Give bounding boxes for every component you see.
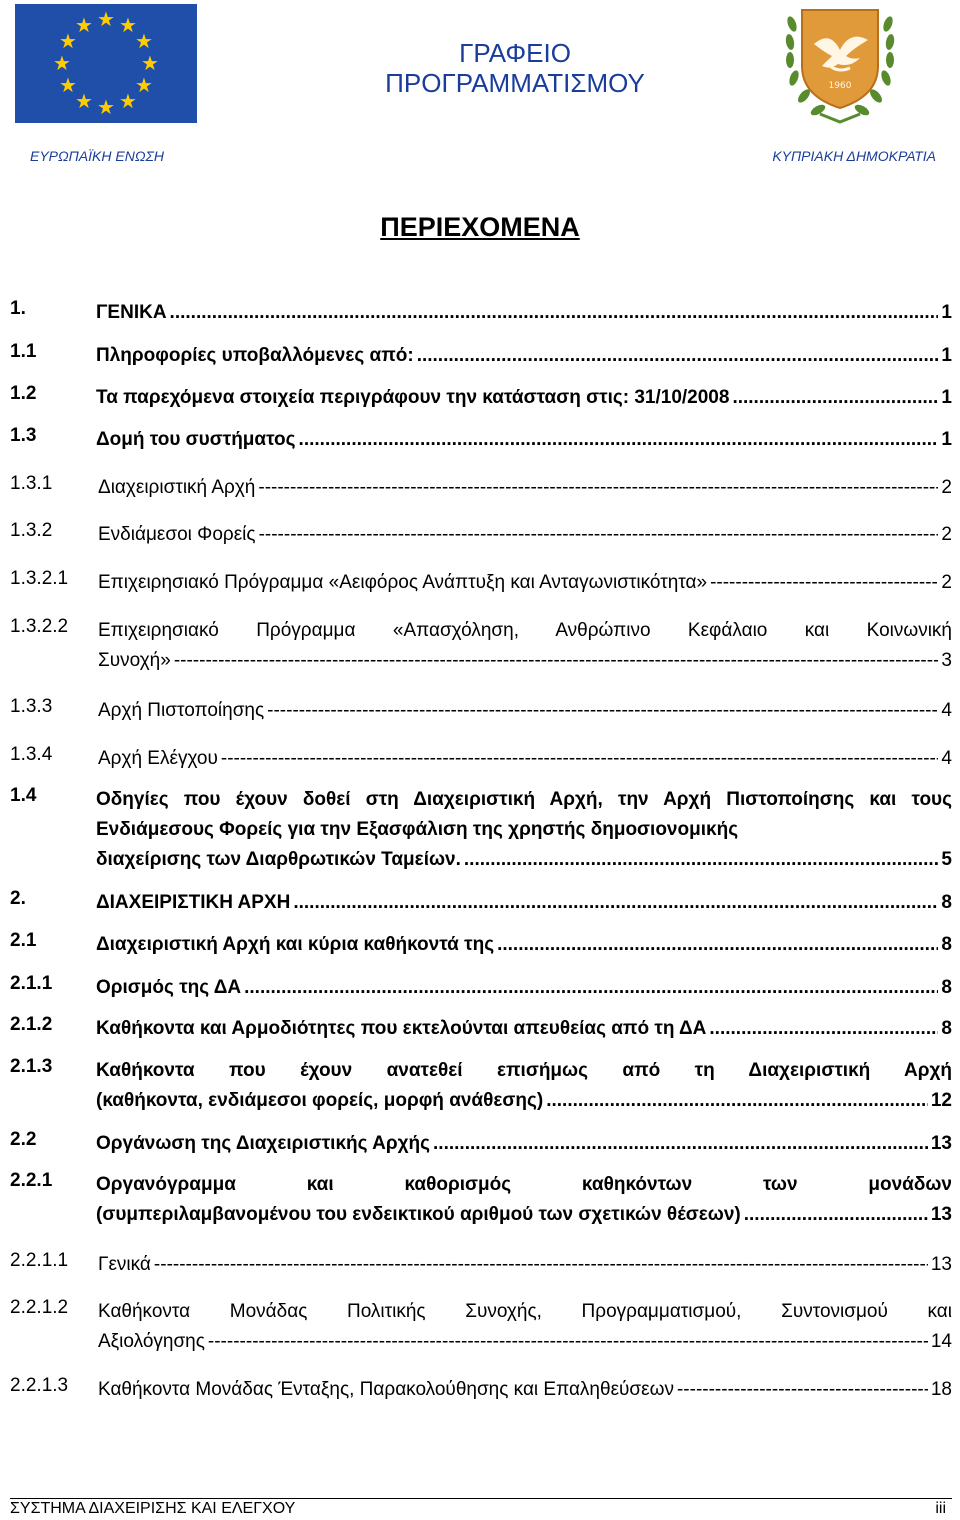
- toc-entry-2-1-3[interactable]: [10, 1056, 952, 1116]
- dove-olive-branch-icon: [780, 4, 900, 125]
- toc-number: 2.1.3: [10, 1056, 53, 1077]
- toc-title: Οδηγίες που έχουν δοθεί στη Διαχειριστική Αρχή, την Αρχή Πιστοποίησης και τους Ενδιάμεσους Φορείς για την Εξασφάλιση της χρηστής δημοσιονομικής: [96, 789, 952, 840]
- dot-leader: [744, 1200, 928, 1230]
- toc-entry-1-3-2[interactable]: [10, 520, 952, 550]
- dot-leader: [293, 888, 938, 918]
- dash-leader: [208, 1327, 928, 1357]
- toc-entry-2-1-2[interactable]: [10, 1014, 952, 1044]
- dot-leader: [433, 1129, 928, 1159]
- eu-flag-logo: [15, 4, 197, 123]
- toc-page: 3: [941, 650, 952, 671]
- toc-entry-2-2[interactable]: [10, 1129, 952, 1159]
- toc-page: 12: [930, 1090, 952, 1111]
- footer-page-number: iii: [935, 1500, 946, 1517]
- toc-number: 1.3.2: [10, 520, 53, 541]
- toc-number: 2.2: [10, 1129, 37, 1150]
- toc-title: Γενικά: [98, 1254, 151, 1275]
- toc-page: 2: [941, 572, 952, 593]
- dot-leader: [170, 298, 939, 328]
- footer-title: ΣΥΣΤΗΜΑ ΔΙΑΧΕΙΡΙΣΗΣ ΚΑΙ ΕΛΕΓΧΟΥ: [10, 1500, 296, 1517]
- toc-entry-1-3[interactable]: [10, 425, 952, 455]
- toc-title: Δομή του συστήματος: [96, 429, 296, 450]
- toc-page: 5: [941, 849, 952, 870]
- toc-number: 2.2.1.2: [10, 1297, 69, 1318]
- toc-title: Καθήκοντα Μονάδας Πολιτικής Συνοχής, Προγραμματισμού, Συντονισμού και: [98, 1301, 952, 1322]
- toc-page: 4: [941, 700, 952, 721]
- toc-heading: ΠΕΡΙΕΧΟΜΕΝΑ: [380, 212, 580, 242]
- svg-text:★: ★: [119, 89, 137, 113]
- office-title-line2: ΠΡΟΓΡΑΜΜΑΤΙΣΜΟΥ: [385, 68, 645, 98]
- dot-leader: [417, 341, 939, 371]
- toc-number: 1.3.2.1: [10, 568, 69, 589]
- toc-title: Επιχειρησιακό Πρόγραμμα «Απασχόληση, Ανθρώπινο Κεφάλαιο και Κοινωνική: [98, 620, 952, 641]
- toc-entry-1-1[interactable]: [10, 341, 952, 371]
- toc-entry-1[interactable]: [10, 298, 952, 328]
- svg-text:★: ★: [59, 73, 77, 97]
- cyprus-emblem-logo: [780, 4, 900, 125]
- dash-leader: [267, 696, 938, 726]
- dash-leader: [677, 1375, 928, 1405]
- svg-text:★: ★: [75, 13, 93, 37]
- toc-title: ΓΕΝΙΚΑ: [96, 302, 167, 323]
- toc-number: 2.1.1: [10, 973, 53, 994]
- toc-title: Καθήκοντα που έχουν ανατεθεί επισήμως από τη Διαχειριστική Αρχή: [96, 1060, 952, 1081]
- toc-entry-2-2-1-2[interactable]: [10, 1297, 952, 1357]
- office-title-line1: ΓΡΑΦΕΙΟ: [459, 38, 571, 68]
- toc-number: 1.3.2.2: [10, 616, 69, 637]
- dot-leader: [732, 383, 938, 413]
- toc-number: 2.1: [10, 930, 37, 951]
- dot-leader: [709, 1014, 938, 1044]
- toc-number: 2.2.1.3: [10, 1375, 69, 1396]
- toc-number: 2.: [10, 888, 26, 909]
- dot-leader: [546, 1086, 928, 1116]
- toc-title: Αρχή Ελέγχου: [98, 748, 218, 769]
- toc-title: Οργανόγραμμα και καθορισμός καθηκόντων των μονάδων: [96, 1174, 952, 1195]
- toc-number: 1.: [10, 298, 26, 319]
- cyprus-label: ΚΥΠΡΙΑΚΗ ΔΗΜΟΚΡΑΤΙΑ: [772, 148, 936, 164]
- toc-page: 8: [941, 1018, 952, 1039]
- toc-page: 2: [941, 477, 952, 498]
- toc-entry-1-3-2-2[interactable]: [10, 616, 952, 676]
- dot-leader: [244, 973, 938, 1003]
- toc-title: Πληροφορίες υποβαλλόμενες από:: [96, 345, 414, 366]
- toc-number: 1.4: [10, 785, 37, 806]
- svg-text:★: ★: [135, 29, 153, 53]
- toc-number: 2.2.1.1: [10, 1250, 69, 1271]
- toc-title: Ενδιάμεσοι Φορείς: [98, 524, 256, 545]
- toc-entry-2-2-1-3[interactable]: [10, 1375, 952, 1405]
- toc-title: Τα παρεχόμενα στοιχεία περιγράφουν την κατάσταση στις: 31/10/2008: [96, 387, 730, 408]
- toc-title-cont: διαχείρισης των Διαρθρωτικών Ταμείων.: [96, 849, 461, 870]
- toc-number: 1.3: [10, 425, 37, 446]
- toc-entry-2-2-1[interactable]: [10, 1170, 952, 1230]
- dash-leader: [174, 646, 939, 676]
- toc-page: 8: [941, 892, 952, 913]
- toc-title-cont: (καθήκοντα, ενδιάμεσοι φορείς, μορφή ανάθεσης): [96, 1090, 544, 1111]
- toc-page: 13: [930, 1204, 952, 1225]
- toc-entry-1-2[interactable]: [10, 383, 952, 413]
- toc-entry-1-4[interactable]: [10, 785, 952, 875]
- toc-entry-2[interactable]: [10, 888, 952, 918]
- svg-text:★: ★: [59, 29, 77, 53]
- toc-title: Επιχειρησιακό Πρόγραμμα «Αειφόρος Ανάπτυξη και Ανταγωνιστικότητα»: [98, 572, 708, 593]
- dash-leader: [258, 473, 938, 503]
- toc-title: Διαχειριστική Αρχή και κύρια καθήκοντά της: [96, 934, 495, 955]
- dash-leader: [154, 1250, 928, 1280]
- toc-page: 13: [930, 1133, 952, 1154]
- toc-page: 1: [941, 302, 952, 323]
- toc-number: 1.3.3: [10, 696, 53, 717]
- toc-title: Ορισμός της ΔΑ: [96, 977, 242, 998]
- toc-title-cont: (συμπεριλαμβανομένου του ενδεικτικού αριθμού των σχετικών θέσεων): [96, 1204, 741, 1225]
- toc-entry-2-1[interactable]: [10, 930, 952, 960]
- toc-number: 1.1: [10, 341, 37, 362]
- toc-page: 18: [930, 1379, 952, 1400]
- toc-title: Καθήκοντα Μονάδας Ένταξης, Παρακολούθησης και Επαληθεύσεων: [98, 1379, 674, 1400]
- toc-title-cont: Συνοχή»: [98, 650, 171, 671]
- svg-text:1960: 1960: [828, 81, 852, 91]
- dot-leader: [464, 845, 939, 875]
- toc-page: 8: [941, 977, 952, 998]
- svg-text:★: ★: [135, 73, 153, 97]
- toc-title-cont: Αξιολόγησης: [98, 1331, 205, 1352]
- svg-text:★: ★: [75, 89, 93, 113]
- footer-divider: [10, 1498, 952, 1499]
- toc-entry-2-2-1-1[interactable]: [10, 1250, 952, 1280]
- svg-text:★: ★: [97, 7, 115, 31]
- toc-number: 2.1.2: [10, 1014, 53, 1035]
- toc-title: Καθήκοντα και Αρμοδιότητες που εκτελούνται απευθείας από τη ΔΑ: [96, 1018, 707, 1039]
- toc-entry-2-1-1[interactable]: [10, 973, 952, 1003]
- toc-number: 2.2.1: [10, 1170, 53, 1191]
- toc-title: Οργάνωση της Διαχειριστικής Αρχής: [96, 1133, 431, 1154]
- dash-leader: [710, 568, 938, 598]
- toc-title: ΔΙΑΧΕΙΡΙΣΤΙΚΗ ΑΡΧΗ: [96, 892, 291, 913]
- svg-text:★: ★: [119, 13, 137, 37]
- dash-leader: [221, 744, 939, 774]
- toc-number: 1.3.4: [10, 744, 53, 765]
- toc-page: 2: [941, 524, 952, 545]
- toc-title: Αρχή Πιστοποίησης: [98, 700, 265, 721]
- toc-page: 13: [930, 1254, 952, 1275]
- svg-text:★: ★: [97, 95, 115, 119]
- dot-leader: [299, 425, 939, 455]
- toc-page: 1: [941, 429, 952, 450]
- eu-stars-icon: [15, 4, 197, 123]
- toc-entry-1-3-1[interactable]: [10, 473, 952, 503]
- toc-page: 14: [930, 1331, 952, 1352]
- toc-page: 1: [941, 345, 952, 366]
- dot-leader: [497, 930, 938, 960]
- toc-page: 4: [941, 748, 952, 769]
- toc-number: 1.2: [10, 383, 37, 404]
- svg-text:★: ★: [141, 51, 159, 75]
- office-title: [330, 38, 700, 98]
- toc-entry-1-3-3[interactable]: [10, 696, 952, 726]
- toc-number: 1.3.1: [10, 473, 53, 494]
- toc-entry-1-3-2-1[interactable]: [10, 568, 952, 598]
- dash-leader: [259, 520, 939, 550]
- eu-label: ΕΥΡΩΠΑΪΚΗ ΕΝΩΣΗ: [30, 148, 164, 164]
- toc-entry-1-3-4[interactable]: [10, 744, 952, 774]
- toc-page: 1: [941, 387, 952, 408]
- svg-text:★: ★: [53, 51, 71, 75]
- toc-page: 8: [941, 934, 952, 955]
- toc-title: Διαχειριστική Αρχή: [98, 477, 256, 498]
